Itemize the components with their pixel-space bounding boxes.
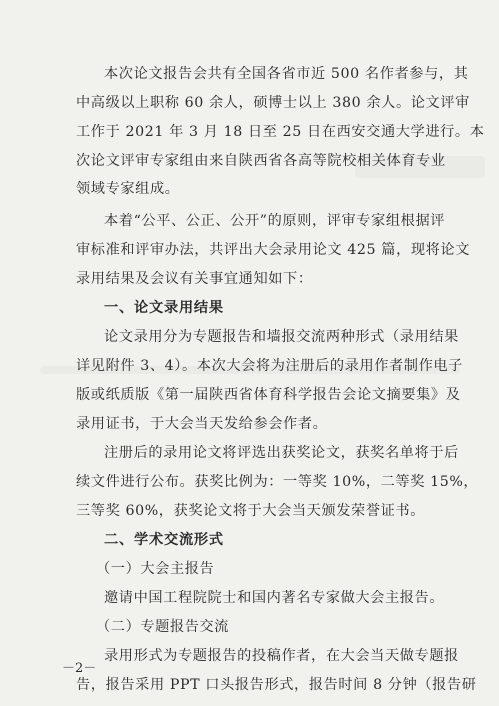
paragraph-line: 次论文评审专家组由来自陕西省各高等院校相关体育专业 <box>76 153 446 169</box>
paragraph-line: 注册后的录用论文将评选出获奖论文，获奖名单将于后 <box>104 445 459 461</box>
paragraph-line: 三等奖 60%，获奖论文将于大会当天颁发荣誉证书。 <box>76 503 425 519</box>
paragraph-line: 邀请中国工程院院士和国内著名专家做大会主报告。 <box>104 590 445 606</box>
section-heading: 二、学术交流形式 <box>104 532 224 548</box>
paragraph-line: 本次论文报告会共有全国各省市近 500 名作者参与，其 <box>104 66 469 82</box>
paragraph-line: 版或纸质版《第一届陕西省体育科学报告会论文摘要集》及 <box>76 387 461 403</box>
paragraph-line: 中高级以上职称 60 余人，硕博士以上 380 余人。论文评审 <box>76 95 470 111</box>
section-heading: 一、论文录用结果 <box>104 300 224 316</box>
paragraph-line: 论文录用分为专题报告和墙报交流两种形式（录用结果 <box>104 329 459 345</box>
paragraph-line: 工作于 2021 年 3 月 18 日至 25 日在西安交通大学进行。本 <box>76 124 485 140</box>
paragraph-line: 录用形式为专题报告的投稿作者，在大会当天做专题报 <box>104 648 459 664</box>
paragraph-line: 领域专家组成。 <box>76 181 180 197</box>
paragraph-line: 详见附件 3、4）。本次大会将为注册后的录用作者制作电子 <box>76 358 463 374</box>
subsection-heading: （二）专题报告交流 <box>96 619 230 635</box>
page-number: －2－ <box>62 661 97 676</box>
paragraph-line: 录用结果及会议有关事宜通知如下： <box>76 271 313 287</box>
paragraph-line: 告，报告采用 PPT 口头报告形式，报告时间 8 分钟（报告研 <box>76 677 477 693</box>
paragraph-line: 录用证书，于大会当天发给参会作者。 <box>76 416 328 432</box>
paragraph-line: 续文件进行公布。获奖比例为：一等奖 10%，二等奖 15%， <box>76 474 479 490</box>
paragraph-line: 本着“公平、公正、公开”的原则，评审专家组根据评 <box>104 213 446 229</box>
paragraph-line: 审标准和评审办法，共评出大会录用论文 425 篇，现将论文 <box>76 242 471 258</box>
subsection-heading: （一）大会主报告 <box>96 561 215 577</box>
